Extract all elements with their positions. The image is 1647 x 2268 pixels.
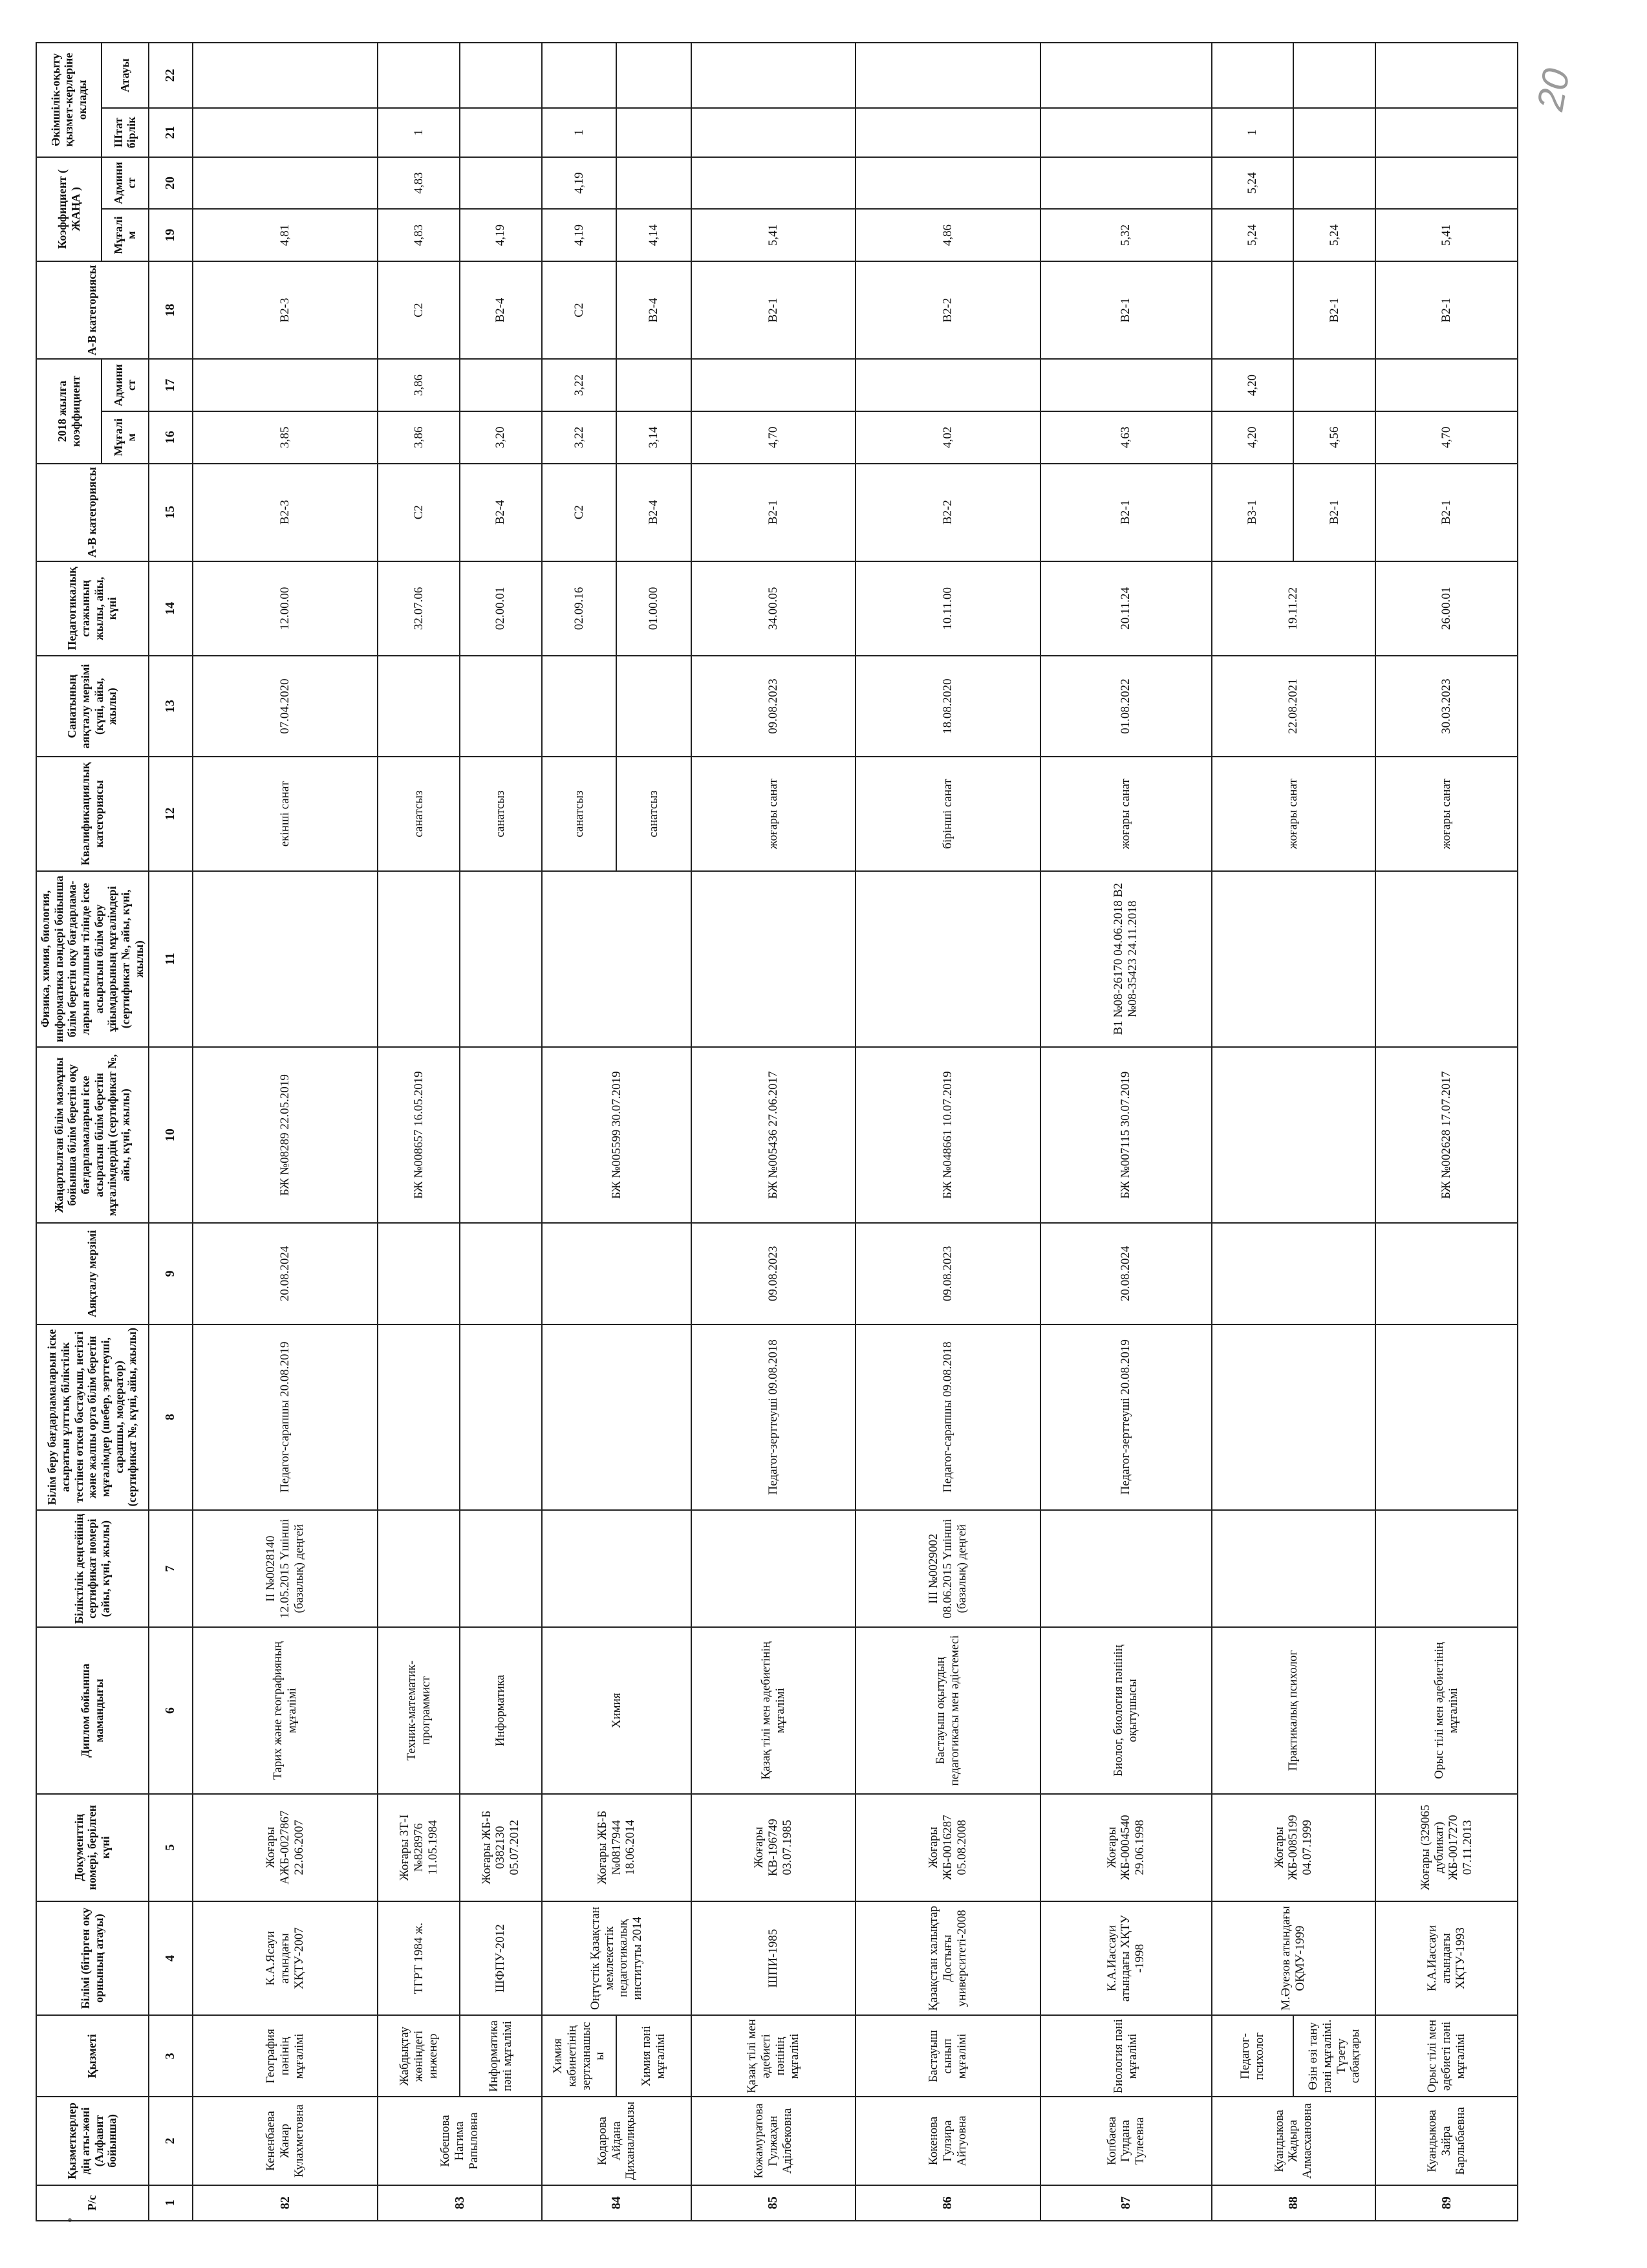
cell-k20 [193, 157, 378, 210]
cell-cert [691, 1510, 855, 1628]
cell-nqt: Педагог-зерттеуші 20.08.2019 [1040, 1324, 1211, 1510]
cell-upd [460, 1047, 542, 1223]
cell-upd: БЖ №048661 10.07.2019 [856, 1047, 1041, 1223]
cell-cat18: С2 [542, 261, 617, 359]
column-number: 12 [149, 757, 193, 870]
cell-cat18: С2 [378, 261, 460, 359]
cell-cat15: В2-4 [460, 464, 542, 561]
cell-cat18: В2-3 [193, 261, 378, 359]
cell-upd: БЖ №007115 30.07.2019 [1040, 1047, 1211, 1223]
column-number: 1 [149, 2185, 193, 2221]
row-number: 83 [378, 2185, 541, 2221]
cell-eng [1212, 871, 1375, 1047]
cell-spec: Техник-математик-программист [378, 1627, 460, 1793]
cell-qend [616, 656, 691, 757]
column-number: 19 [149, 209, 193, 261]
cell-spec: Бастауыш оқытудың педагогикасы мен әдістемесі [856, 1627, 1041, 1793]
cell-k17: 3,22 [542, 359, 617, 411]
header-qualification: Квалификациялық категориясы [36, 757, 149, 870]
cell-k22 [1375, 43, 1518, 108]
cell-k19: 4,19 [542, 209, 617, 261]
cell-k22 [542, 43, 617, 108]
cell-k17 [616, 359, 691, 411]
table-row [1375, 43, 1518, 2221]
cell-cert [460, 1510, 542, 1628]
cell-spec: Информатика [460, 1627, 542, 1793]
cell-k19: 5,24 [1293, 209, 1375, 261]
cell-qend [378, 656, 460, 757]
cell-qend [460, 656, 542, 757]
column-number: 5 [149, 1794, 193, 1901]
column-number: 3 [149, 2015, 193, 2097]
header-coef-new: Коэффициент ( ЖАҢА ) [36, 157, 102, 261]
cell-k22 [378, 43, 460, 108]
cell-cat18: В2-4 [460, 261, 542, 359]
cell-pos: Бастауыш сынып мұғалімі [856, 2015, 1041, 2097]
cell-k16: 4,70 [1375, 411, 1518, 464]
cell-k20 [1375, 157, 1518, 210]
cell-cat15: В2-1 [1040, 464, 1211, 561]
cell-spec: Тарих және географияның мұғалімі [193, 1627, 378, 1793]
cell-k20 [856, 157, 1041, 210]
cell-cat18 [1212, 261, 1294, 359]
cell-k16: 3,22 [542, 411, 617, 464]
cell-nqt [1212, 1324, 1375, 1510]
cell-edu: ШФПУ-2012 [460, 1901, 542, 2015]
employee-name: Копбаева Гулдана Тулеевна [1040, 2097, 1211, 2185]
cell-eng [460, 871, 542, 1047]
cell-cat15: С2 [378, 464, 460, 561]
cell-k21: 1 [378, 108, 460, 157]
employee-name: Куандыкова Жадыра Алмасхановна [1212, 2097, 1375, 2185]
table-row [691, 43, 855, 2221]
column-number: 10 [149, 1047, 193, 1223]
cell-k20 [616, 157, 691, 210]
cell-k21 [193, 108, 378, 157]
cell-upd: БЖ №005599 30.07.2019 [542, 1047, 691, 1223]
cell-k21 [1040, 108, 1211, 157]
cell-k20: 4,83 [378, 157, 460, 210]
cell-spec: Химия [542, 1627, 691, 1793]
cell-nqt [460, 1324, 542, 1510]
header-certificate: Біліктілік деңгейінің сертификат номері (айы, күні, жылы) [36, 1510, 149, 1628]
cell-qcat: санатсыз [378, 757, 460, 870]
cell-k19: 4,14 [616, 209, 691, 261]
cell-nqt: Педагог-сарапшы 09.08.2018 [856, 1324, 1041, 1510]
cell-upd [1212, 1047, 1375, 1223]
cell-k17 [1375, 359, 1518, 411]
cell-spec: Практикалық психолог [1212, 1627, 1375, 1793]
cell-k21 [1375, 108, 1518, 157]
header-support-staff: Әкімшілік-оқыту қызмет-керлеріне оклады [36, 43, 102, 157]
row-number: 89 [1375, 2185, 1518, 2221]
cell-cert [542, 1510, 691, 1628]
cell-pos: Химия кабинетінің зертханашысы [542, 2015, 617, 2097]
cell-stage: 26.00.01 [1375, 561, 1518, 656]
cell-eng: В1 №08-26170 04.06.2018 В2 №08-35423 24.11.2018 [1040, 871, 1211, 1047]
cell-qend: 18.08.2020 [856, 656, 1041, 757]
cell-k20 [1293, 157, 1375, 210]
column-number: 16 [149, 411, 193, 464]
cell-qcat: санатсыз [542, 757, 617, 870]
column-number: 11 [149, 871, 193, 1047]
header-staff-name: Атауы [102, 43, 148, 108]
cell-cat15: В2-1 [1293, 464, 1375, 561]
column-number: 17 [149, 359, 193, 411]
cell-doc: Жоғары КВ-196749 03.07.1985 [691, 1794, 855, 1901]
cell-pos: Информатика пәні мұғалімі [460, 2015, 542, 2097]
cell-qend: 07.04.2020 [193, 656, 378, 757]
cell-doc: Жоғары ЖБ-0004540 29.06.1998 [1040, 1794, 1211, 1901]
cell-qend [542, 656, 617, 757]
cell-k16: 4,20 [1212, 411, 1294, 464]
cell-k22 [856, 43, 1041, 108]
table-body [149, 43, 1518, 2221]
cell-qcat: жоғары санат [1040, 757, 1211, 870]
cell-cat18: В2-1 [691, 261, 855, 359]
employee-name: Кодарова Айдана Диханалиқызы [542, 2097, 691, 2185]
header-category-ab: А-В категориясы [36, 464, 149, 561]
header-teacher-new: Мұғалім [102, 209, 148, 261]
cell-stage: 12.00.00 [193, 561, 378, 656]
cell-end [378, 1223, 460, 1324]
column-number: 2 [149, 2097, 193, 2185]
cell-doc: Жоғары ЖБ-Б 0382130 05.07.2012 [460, 1794, 542, 1901]
cell-k21: 1 [1212, 108, 1294, 157]
column-number: 13 [149, 656, 193, 757]
cell-k22 [616, 43, 691, 108]
employee-name: Кобешова Нагима Рапыловна [378, 2097, 541, 2185]
employee-name: Кокенова Гулзира Айтуовна [856, 2097, 1041, 2185]
header-stage: Педагогикалық стажының жылы, айы, күні [36, 561, 149, 656]
cell-doc: Жоғары (329065 дубликат) ЖБ-0017270 07.11.2013 [1375, 1794, 1518, 1901]
header-staff-unit: Штат бірлік [102, 108, 148, 157]
cell-k16: 3,86 [378, 411, 460, 464]
cell-cat15: В2-3 [193, 464, 378, 561]
row-number: 82 [193, 2185, 378, 2221]
cell-stage: 32.07.06 [378, 561, 460, 656]
cell-spec: Орыс тілі мен әдебиетінің мұғалімі [1375, 1627, 1518, 1793]
cell-end [542, 1223, 691, 1324]
cell-edu: Оңтүстік Қазақстан мемлекеттік педагогикалық институты 2014 [542, 1901, 691, 2015]
cell-doc: Жоғары ЖБ-Б №0817944 18.06.2014 [542, 1794, 691, 1901]
cell-pos: Жабдықтау жөніндегі инженер [378, 2015, 460, 2097]
row-number: 87 [1040, 2185, 1211, 2221]
cell-qend: 22.08.2021 [1212, 656, 1375, 757]
cell-upd: БЖ №002628 17.07.2017 [1375, 1047, 1518, 1223]
cell-qcat: санатсыз [616, 757, 691, 870]
cell-stage: 34.00.05 [691, 561, 855, 656]
column-number: 14 [149, 561, 193, 656]
cell-k22 [1040, 43, 1211, 108]
cell-pos: Биология пәні мұғалімі [1040, 2015, 1211, 2097]
table-header [36, 43, 149, 2221]
cell-k20 [1040, 157, 1211, 210]
cell-spec: Биолог, биология пәнінің оқытушысы [1040, 1627, 1211, 1793]
staff-table [36, 42, 1518, 2221]
cell-k17 [1293, 359, 1375, 411]
cell-cat15: В2-2 [856, 464, 1041, 561]
column-number: 15 [149, 464, 193, 561]
cell-eng [193, 871, 378, 1047]
cell-cat18: В2-1 [1375, 261, 1518, 359]
table-row [378, 43, 460, 2221]
cell-edu: К.А.Ясауи атындағы ХҚТУ-2007 [193, 1901, 378, 2015]
cell-k16: 4,63 [1040, 411, 1211, 464]
cell-pos: Педагог-психолог [1212, 2015, 1294, 2097]
cell-cat15: С2 [542, 464, 617, 561]
header-admin-new: Админист [102, 157, 148, 210]
cell-k22 [460, 43, 542, 108]
cell-cat15: В2-1 [1375, 464, 1518, 561]
header-end-date: Аяқталу мерзімі [36, 1223, 149, 1324]
column-number-row [149, 43, 193, 2221]
cell-k21 [460, 108, 542, 157]
cell-nqt [542, 1324, 691, 1510]
cell-qend: 30.03.2023 [1375, 656, 1518, 757]
row-number: 84 [542, 2185, 691, 2221]
cell-k21 [1293, 108, 1375, 157]
cell-cert [1212, 1510, 1375, 1628]
cell-k19: 4,19 [460, 209, 542, 261]
header-admin-2018: Админист [102, 359, 148, 411]
header-english: Физика, химия, биология, информатика пәндері бойынша білім беретін оқу бағдарлама-ларын ағылшын тілінде іске асыратын білім беру ұйымдарының мұғалімдері (сертификат №, айы, күні, жылы) [36, 871, 149, 1047]
cell-qcat: санатсыз [460, 757, 542, 870]
cell-cert: ІІ №0028140 12.05.2015 Үшінші (базалық) деңгей [193, 1510, 378, 1628]
cell-k22 [691, 43, 855, 108]
cell-cert [1040, 1510, 1211, 1628]
cell-k20 [460, 157, 542, 210]
cell-edu: М.Әуезов атындағы ОҚМУ-1999 [1212, 1901, 1375, 2015]
cell-qcat: екінші санат [193, 757, 378, 870]
cell-k19: 4,86 [856, 209, 1041, 261]
cell-stage: 19.11.22 [1212, 561, 1375, 656]
cell-qend: 01.08.2022 [1040, 656, 1211, 757]
cell-k22 [1212, 43, 1294, 108]
header-category-ab-new: А-В категориясы [36, 261, 149, 359]
cell-qcat: бірінші санат [856, 757, 1041, 870]
cell-k17: 3,86 [378, 359, 460, 411]
cell-k16: 4,02 [856, 411, 1041, 464]
column-number: 22 [149, 43, 193, 108]
column-number: 8 [149, 1324, 193, 1510]
cell-k20 [691, 157, 855, 210]
cell-k21 [691, 108, 855, 157]
cell-k17 [856, 359, 1041, 411]
cell-k20: 4,19 [542, 157, 617, 210]
cell-k19: 4,83 [378, 209, 460, 261]
cell-stage: 02.00.01 [460, 561, 542, 656]
cell-cat15: В2-4 [616, 464, 691, 561]
cell-pos: География пәнінің мұғалімі [193, 2015, 378, 2097]
employee-name: Куандыкова Зайра Барлыбаевна [1375, 2097, 1518, 2185]
cell-upd: БЖ №08289 22.05.2019 [193, 1047, 378, 1223]
cell-k19: 5,41 [1375, 209, 1518, 261]
header-category-end: Санатының аяқталу мерзімі (күні, айы, жылы) [36, 656, 149, 757]
cell-k19: 5,41 [691, 209, 855, 261]
cell-cat18: В2-1 [1293, 261, 1375, 359]
table-row [460, 43, 542, 2221]
cell-k16: 4,56 [1293, 411, 1375, 464]
table-row [542, 43, 617, 2221]
cell-cert [1375, 1510, 1518, 1628]
cell-qcat: жоғары санат [691, 757, 855, 870]
cell-k19: 4,81 [193, 209, 378, 261]
cell-k16: 3,20 [460, 411, 542, 464]
cell-edu: К.А.Иассауи атындағы ХҚТУ -1998 [1040, 1901, 1211, 2015]
cell-qend: 09.08.2023 [691, 656, 855, 757]
cell-k21 [856, 108, 1041, 157]
header-no: Р/с [36, 2185, 149, 2221]
cell-doc: Жоғары ЗТ-І №828976 11.05.1984 [378, 1794, 460, 1901]
column-number: 4 [149, 1901, 193, 2015]
cell-edu: ШПИ-1985 [691, 1901, 855, 2015]
cell-k17 [193, 359, 378, 411]
column-number: 9 [149, 1223, 193, 1324]
cell-end [1375, 1223, 1518, 1324]
cell-pos: Өзін өзі тану пәні мұғалімі. Түзету сабақтары [1293, 2015, 1375, 2097]
cell-end [1212, 1223, 1375, 1324]
cell-k19: 5,32 [1040, 209, 1211, 261]
cell-cat15: В3-1 [1212, 464, 1294, 561]
cell-pos: Қазақ тілі мен әдебиеті пәнінің мұғалімі [691, 2015, 855, 2097]
page-number: 20 [1529, 65, 1578, 114]
column-number: 7 [149, 1510, 193, 1628]
column-number: 18 [149, 261, 193, 359]
cell-stage: 01.00.00 [616, 561, 691, 656]
column-number: 20 [149, 157, 193, 210]
table-row [1040, 43, 1211, 2221]
cell-doc: Жоғары ЖБ-0085199 04.07.1999 [1212, 1794, 1375, 1901]
cell-k20: 5,24 [1212, 157, 1294, 210]
cell-k19: 5,24 [1212, 209, 1294, 261]
cell-edu: ТГРТ 1984 ж. [378, 1901, 460, 2015]
column-number: 21 [149, 108, 193, 157]
table-row [856, 43, 1041, 2221]
cell-end: 20.08.2024 [1040, 1223, 1211, 1324]
header-specialty: Диплом бойынша мамандығы [36, 1627, 149, 1793]
cell-end: 09.08.2023 [691, 1223, 855, 1324]
cell-k21: 1 [542, 108, 617, 157]
cell-qcat: жоғары санат [1375, 757, 1518, 870]
header-education: Білімі (бітірген оқу орнының атауы) [36, 1901, 149, 2015]
cell-k17: 4,20 [1212, 359, 1294, 411]
cell-upd: БЖ №005436 27.06.2017 [691, 1047, 855, 1223]
employee-name: Кененбаева Жанар Кулахметовна [193, 2097, 378, 2185]
cell-stage: 10.11.00 [856, 561, 1041, 656]
header-document: Документтің номері, берілген күні [36, 1794, 149, 1901]
employee-name: Кожамуратова Гулжаҳан Аділбековна [691, 2097, 855, 2185]
cell-k22 [1293, 43, 1375, 108]
cell-k17 [691, 359, 855, 411]
cell-doc: Жоғары АЖБ-0027867 22.06.2007 [193, 1794, 378, 1901]
cell-k16: 4,70 [691, 411, 855, 464]
cell-eng [856, 871, 1041, 1047]
header-teacher-2018: Мұғалім [102, 411, 148, 464]
cell-pos: Орыс тілі мен әдебиеті пәні мұғалімі [1375, 2015, 1518, 2097]
cell-edu: Қазақстан халықтар Достығы университеті-2008 [856, 1901, 1041, 2015]
cell-eng [542, 871, 691, 1047]
header-nqt: Білім беру бағдарламаларын іске асыратын ұлттық біліктілік тестінен өткен бастауыш, негізгі және жалпы орта білім беретін мұғалімдер (шебер, зерттеуші, сарапшы, модератор) (сертификат №, күні, айы, жылы) [36, 1324, 149, 1510]
cell-cert: ІІІ №0029002 08.06.2015 Үшінші (базалық) деңгей [856, 1510, 1041, 1628]
cell-k21 [616, 108, 691, 157]
cell-cat18: В2-1 [1040, 261, 1211, 359]
cell-k17 [460, 359, 542, 411]
cell-stage: 02.09.16 [542, 561, 617, 656]
cell-upd: БЖ №008657 16.05.2019 [378, 1047, 460, 1223]
header-updated-content: Жаңартылған білім мазмұны бойынша білім беретін оқу бағдарламаларын іске асыратын білім беретін мұғалімдердің (сертификат №, айы, күні, жылы) [36, 1047, 149, 1223]
cell-end [460, 1223, 542, 1324]
header-name: Қызметкерлердің аты-жөні (Алфавит бойынша) [36, 2097, 149, 2185]
row-number: 88 [1212, 2185, 1375, 2221]
row-number: 85 [691, 2185, 855, 2221]
cell-stage: 20.11.24 [1040, 561, 1211, 656]
cell-spec: Қазақ тілі мен әдебиетінің мұғалімі [691, 1627, 855, 1793]
cell-cat18: В2-4 [616, 261, 691, 359]
cell-edu: К.А.Иассауи атындағы ХҚТУ-1993 [1375, 1901, 1518, 2015]
rotated-page [36, 42, 1484, 2221]
cell-cat18: В2-2 [856, 261, 1041, 359]
cell-pos: Химия пәні мұғалімі [616, 2015, 691, 2097]
cell-eng [691, 871, 855, 1047]
cell-k17 [1040, 359, 1211, 411]
cell-doc: Жоғары ЖБ-0016287 05.08.2008 [856, 1794, 1041, 1901]
cell-cat15: В2-1 [691, 464, 855, 561]
cell-qcat: жоғары санат [1212, 757, 1375, 870]
header-position: Қызметі [36, 2015, 149, 2097]
header-coef-2018: 2018 жылға коэффициент [36, 359, 102, 463]
table-row [193, 43, 378, 2221]
cell-end: 20.08.2024 [193, 1223, 378, 1324]
row-number: 86 [856, 2185, 1041, 2221]
cell-nqt: Педагог-зерттеуші 09.08.2018 [691, 1324, 855, 1510]
column-number: 6 [149, 1627, 193, 1793]
cell-end: 09.08.2023 [856, 1223, 1041, 1324]
cell-k22 [193, 43, 378, 108]
cell-eng [1375, 871, 1518, 1047]
cell-eng [378, 871, 460, 1047]
cell-cert [378, 1510, 460, 1628]
cell-k16: 3,85 [193, 411, 378, 464]
cell-nqt [1375, 1324, 1518, 1510]
cell-nqt [378, 1324, 460, 1510]
table-row [1212, 43, 1294, 2221]
cell-nqt: Педагог-сарапшы 20.08.2019 [193, 1324, 378, 1510]
cell-k16: 3,14 [616, 411, 691, 464]
